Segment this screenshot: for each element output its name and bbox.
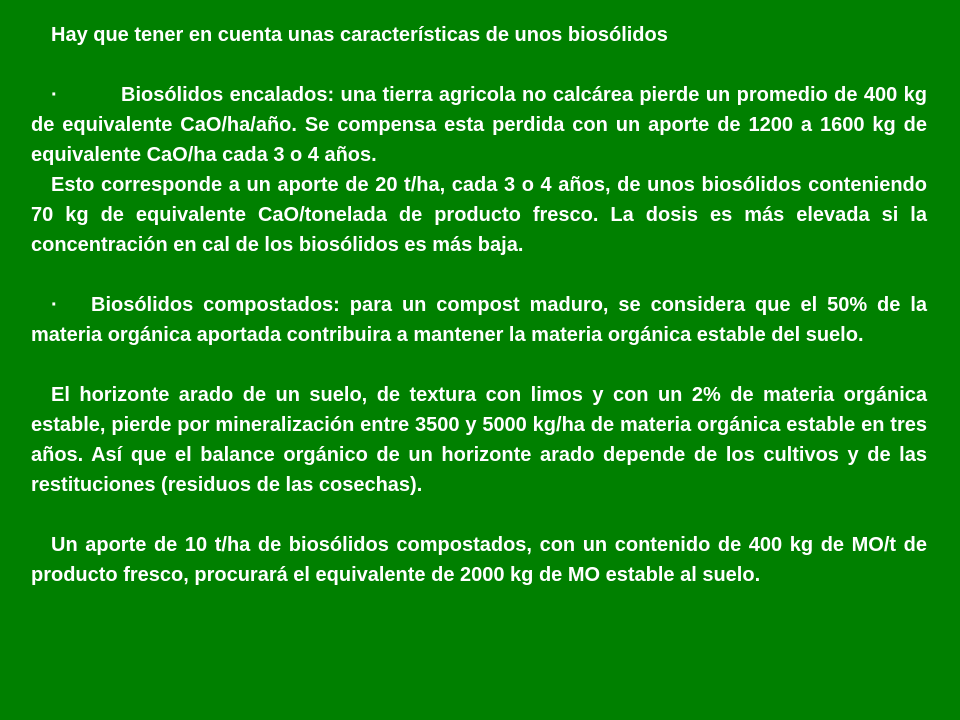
horizonte-text: El horizonte arado de un suelo, de textura con limos y con un 2% de materia orgánica estable, pierde por mineralización entre 3500 y 5000 kg/ha de materia orgánica estable en tres años. Así que el balance orgánico de un horizonte arado depende de los cultivos y de las restituciones (residuos de las cosechas). [31, 384, 927, 496]
compostados-paragraph [31, 290, 927, 350]
encalados-text: Biosólidos encalados: una tierra agricola no calcárea pierde un promedio de 400 kg de equivalente CaO/ha/año. Se compensa esta perdida con un aporte de 1200 a 1600 kg de equivalente CaO/ha cada 3 o 4 años. [31, 84, 927, 166]
spacer [31, 350, 927, 380]
bullet-marker: · [51, 84, 58, 106]
intro-text: Hay que tener en cuenta unas características de unos biosólidos [51, 24, 668, 46]
compostados-text: Biosólidos compostados: para un compost maduro, se considera que el 50% de la materia orgánica aportada contribuira a mantener la materia orgánica estable del suelo. [31, 294, 927, 346]
spacer [31, 500, 927, 530]
bullet-marker: · [51, 294, 58, 316]
spacer [31, 50, 927, 80]
aporte-text: Un aporte de 10 t/ha de biosólidos compostados, con un contenido de 400 kg de MO/t de producto fresco, procurará el equivalente de 2000 kg de MO estable al suelo. [31, 534, 927, 586]
encalados-paragraph [31, 80, 927, 170]
encalados-detail-text: Esto corresponde a un aporte de 20 t/ha, cada 3 o 4 años, de unos biosólidos conteniendo 70 kg de equivalente CaO/tonelada de producto fresco. La dosis es más elevada si la concentración en cal de los biosólidos es más baja. [31, 174, 927, 256]
spacer [31, 260, 927, 290]
